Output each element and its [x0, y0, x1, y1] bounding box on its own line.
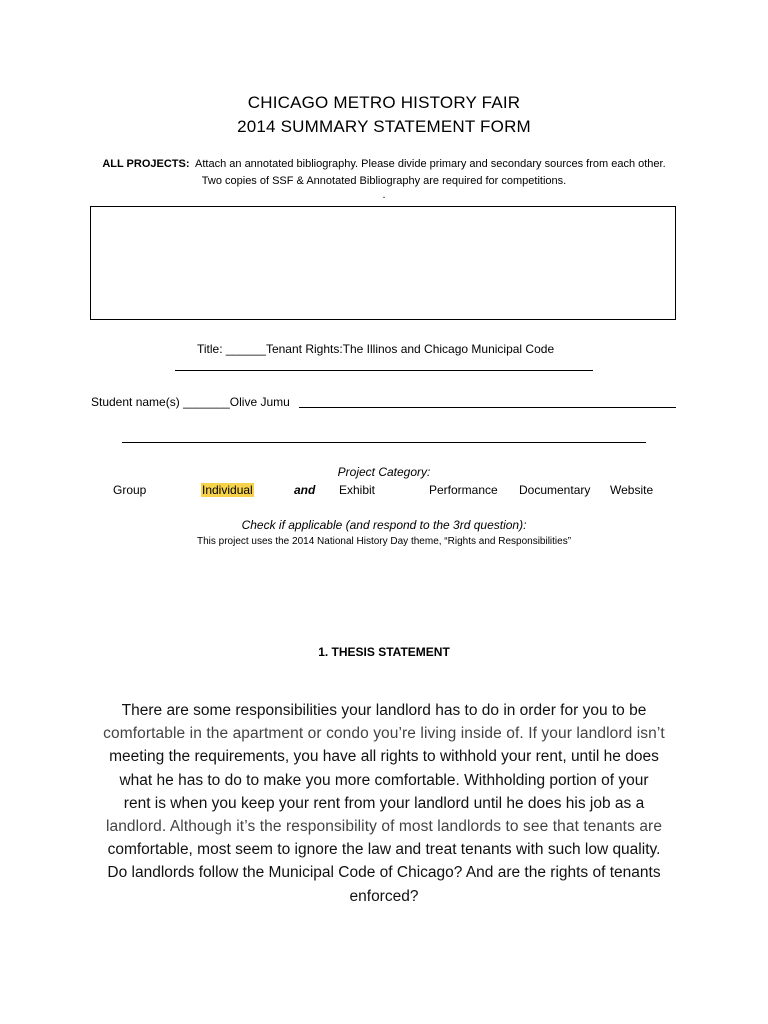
student-value: Olive Jumu: [229, 395, 290, 409]
check-applicable-heading: Check if applicable (and respond to the 3rd question):: [241, 518, 527, 532]
thesis-line: enforced?: [349, 887, 419, 905]
thesis-line: what he has to do to make you more comfortable. Withholding portion of your: [119, 771, 649, 789]
thesis-line: There are some responsibilities your landlord has to do in order for you to be: [121, 702, 647, 719]
student-blank: _______: [183, 395, 230, 409]
form-title-line1: CHICAGO METRO HISTORY FAIR: [247, 93, 521, 112]
thesis-line: landlord. Although it’s the responsibility of most landlords to see that tenants are: [105, 818, 663, 836]
thesis-line: comfortable, most seem to ignore the law and treat tenants with such low quality.: [107, 841, 661, 859]
category-performance[interactable]: Performance: [429, 483, 498, 497]
category-individual[interactable]: [201, 483, 254, 497]
thesis-body: [86, 699, 682, 908]
category-exhibit[interactable]: Exhibit: [339, 483, 376, 497]
theme-statement[interactable]: This project uses the 2014 National History Day theme, “Rights and Responsibilities”: [196, 536, 572, 547]
photo-box[interactable]: [90, 206, 676, 320]
student-name-second-line: [122, 442, 646, 443]
instructions-line2: Two copies of SSF & Annotated Bibliography are required for competitions.: [201, 175, 567, 187]
student-name-underline: [299, 407, 676, 408]
title-field[interactable]: [197, 342, 554, 356]
student-name-field[interactable]: [91, 395, 290, 409]
title-value: Tenant Rights:The Illinos and Chicago Municipal Code: [265, 342, 555, 356]
title-label: Title:: [197, 342, 223, 356]
student-label: Student name(s): [91, 395, 180, 409]
thesis-heading: 1. THESIS STATEMENT: [318, 645, 450, 659]
title-continuation-line: [175, 370, 593, 371]
instructions-label: ALL PROJECTS:: [102, 158, 190, 170]
category-group[interactable]: Group: [113, 483, 147, 497]
thesis-line: rent is when you keep your rent from your landlord until he does his job as a: [123, 794, 645, 812]
category-website[interactable]: Website: [610, 483, 654, 497]
thesis-line: Do landlords follow the Municipal Code of Chicago? And are the rights of tenants: [107, 864, 661, 882]
category-individual-label: Individual: [202, 483, 253, 497]
thesis-line: comfortable in the apartment or condo you’re living inside of. If your landlord isn’t: [103, 725, 665, 743]
form-title-line2: 2014 SUMMARY STATEMENT FORM: [237, 117, 531, 136]
category-documentary[interactable]: Documentary: [519, 483, 591, 497]
title-blank: ______: [225, 342, 266, 356]
instructions-text: Attach an annotated bibliography. Please divide primary and secondary sources from each other.: [195, 158, 666, 170]
instructions-dot: .: [382, 189, 386, 201]
category-and: and: [294, 483, 316, 497]
thesis-line: meeting the requirements, you have all rights to withhold your rent, until he does: [109, 748, 659, 766]
project-category-heading: Project Category:: [337, 465, 431, 479]
instructions-line1: [0, 158, 768, 170]
